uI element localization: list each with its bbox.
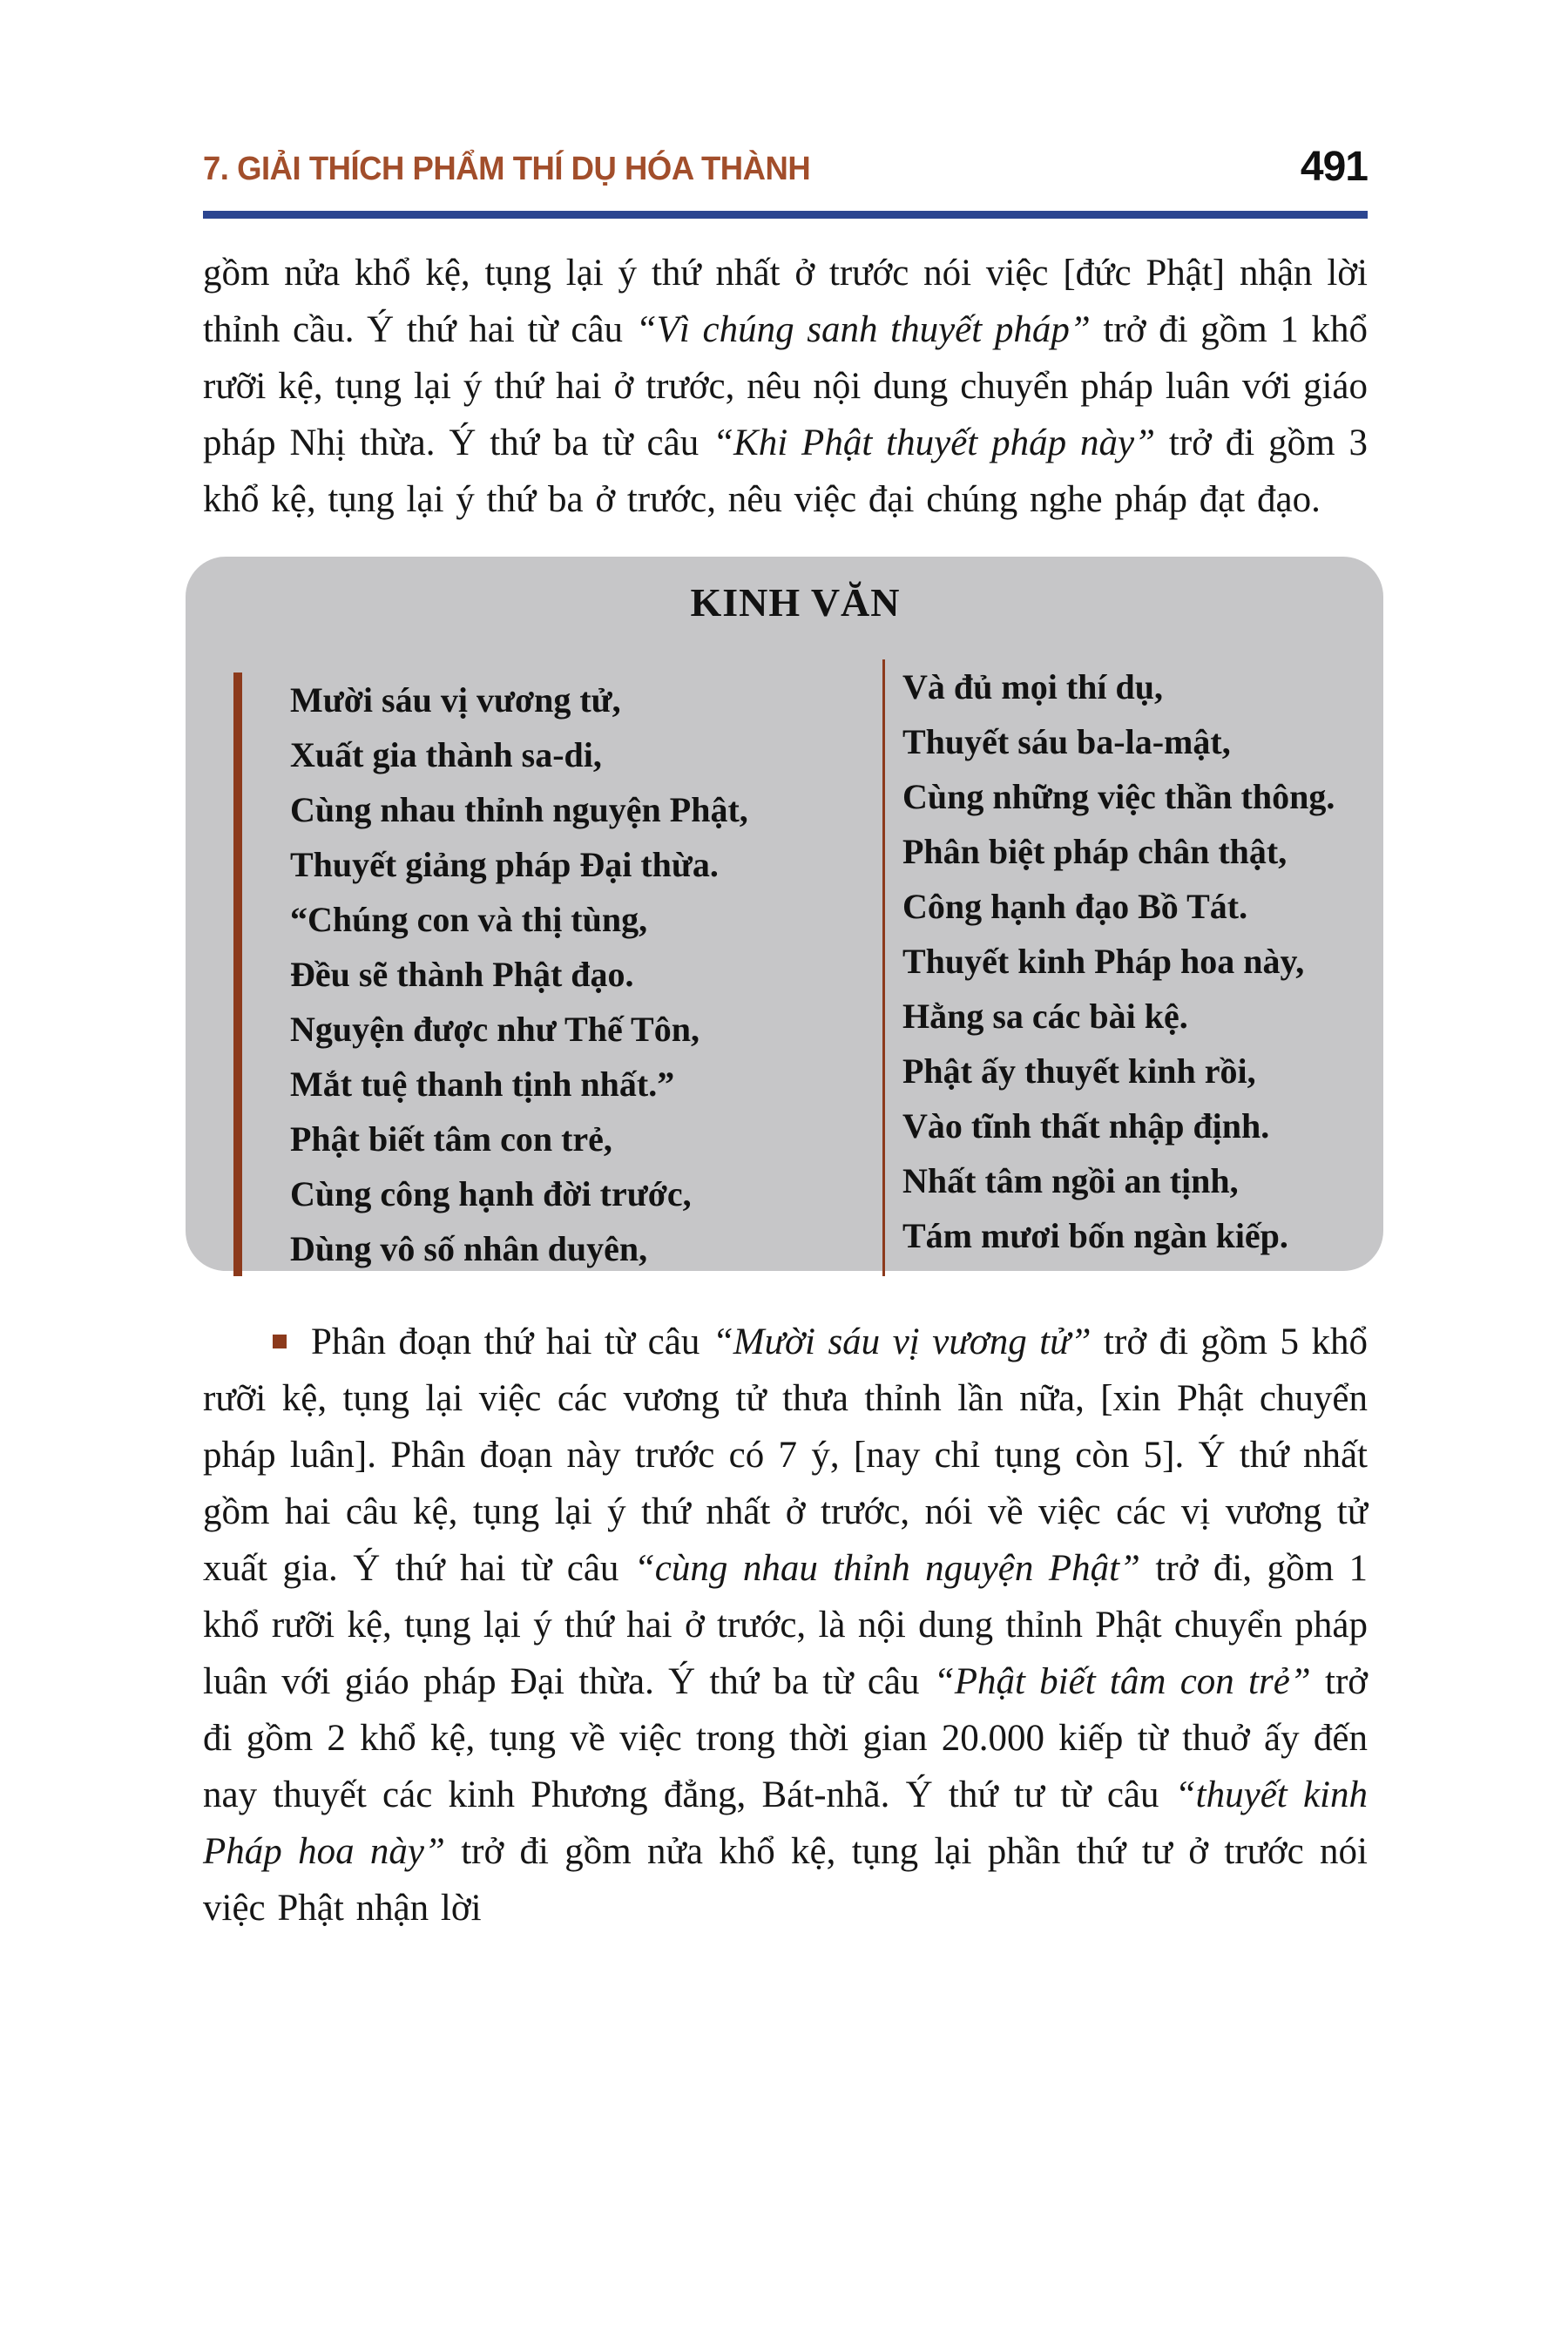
verse-line: Xuất gia thành sa-di, — [290, 735, 602, 774]
text-segment: trở đi gồm 5 khổ rưỡi kệ, tụng lại việc các vương tử thưa thỉnh lần nữa, [xin Phật chuyển pháp luân]. Phân đoạn này trước có 7 ý, [nay chỉ tụng còn 5]. Ý thứ nhất gồm hai câu kệ, tụng lại ý thứ nhất ở trước, nói về việc các vị vương tử xuất gia. Ý thứ hai từ câu — [203, 1321, 1368, 1589]
text-segment: Phân đoạn thứ hai từ câu — [311, 1321, 713, 1362]
running-header — [203, 146, 1368, 188]
kinh-van-title: KINH VĂN — [690, 580, 901, 625]
verse-line: Thuyết giảng pháp Đại thừa. — [290, 845, 719, 884]
text-segment-italic: “Phật biết tâm con trẻ” — [933, 1661, 1311, 1702]
text-segment: trở đi gồm 2 khổ kệ, tụng về việc trong thời gian 20.000 kiếp từ thuở ấy đến nay thuyết các kinh Phương đẳng, Bát-nhã. Ý thứ tư từ câu — [203, 1661, 1369, 1815]
chapter-header-title: 7. GIẢI THÍCH PHẨM THÍ DỤ HÓA THÀNH — [203, 151, 811, 187]
text-segment-italic: “Khi Phật thuyết pháp này” — [713, 422, 1156, 463]
verse-line: Phân biệt pháp chân thật, — [902, 832, 1288, 871]
paragraph-2 — [203, 1314, 1368, 1936]
text-segment: trở đi gồm nửa khổ kệ, tụng lại phần thứ tư ở trước nói việc Phật nhận lời — [203, 1831, 1368, 1929]
verse-line: Cùng những việc thần thông. — [902, 777, 1335, 816]
header-rule-divider — [203, 211, 1368, 219]
verse-line: Hằng sa các bài kệ. — [902, 997, 1188, 1036]
verse-line: Đều sẽ thành Phật đạo. — [290, 955, 634, 994]
text-segment-italic: “Mười sáu vị vương tử” — [712, 1321, 1092, 1362]
text-segment: gồm nửa khổ kệ, tụng lại ý thứ nhất ở trước nói việc [đức Phật] nhận lời thỉnh cầu. Ý thứ hai từ câu — [203, 253, 1368, 350]
bullet-square-icon — [273, 1335, 287, 1348]
text-segment-italic: “cùng nhau thỉnh nguyện Phật” — [633, 1548, 1140, 1589]
page-content — [203, 146, 1368, 1936]
verse-columns — [233, 659, 1357, 1276]
verse-line: Thuyết sáu ba-la-mật, — [902, 722, 1231, 761]
verse-line: Và đủ mọi thí dụ, — [902, 667, 1163, 706]
text-segment-italic: “Vì chúng sanh thuyết pháp” — [635, 309, 1091, 350]
verse-line: Thuyết kinh Pháp hoa này, — [902, 942, 1305, 981]
text-segment: trở đi gồm 3 khổ kệ, tụng lại ý thứ ba ở trước, nêu việc đại chúng nghe pháp đạt đạo. — [203, 422, 1368, 520]
verse-left-column — [233, 672, 882, 1276]
verse-line: “Chúng con và thị tùng, — [290, 900, 648, 939]
verse-line: Nhất tâm ngồi an tịnh, — [902, 1161, 1239, 1200]
text-segment-italic: “thuyết kinh Pháp hoa này” — [203, 1774, 1368, 1872]
paragraph-1 — [203, 245, 1368, 528]
verse-line: Dùng vô số nhân duyên, — [290, 1229, 648, 1268]
verse-line: Mắt tuệ thanh tịnh nhất.” — [290, 1064, 675, 1104]
verse-line: Tám mươi bốn ngàn kiếp. — [902, 1216, 1288, 1255]
verse-line: Mười sáu vị vương tử, — [290, 680, 621, 720]
verse-line: Phật biết tâm con trẻ, — [290, 1119, 612, 1159]
verse-line: Cùng nhau thỉnh nguyện Phật, — [290, 790, 748, 829]
verse-line: Phật ấy thuyết kinh rồi, — [902, 1051, 1256, 1091]
verse-line: Công hạnh đạo Bồ Tát. — [902, 887, 1248, 926]
text-segment: trở đi gồm 1 khổ rưỡi kệ, tụng lại ý thứ hai ở trước, nêu nội dung chuyển pháp luân với giáo pháp Nhị thừa. Ý thứ ba từ câu — [203, 309, 1369, 463]
verse-line: Nguyện được như Thế Tôn, — [290, 1010, 700, 1049]
verse-line: Cùng công hạnh đời trước, — [290, 1174, 692, 1213]
page-number: 491 — [1300, 144, 1368, 190]
verse-line: Vào tĩnh thất nhập định. — [902, 1106, 1270, 1146]
kinh-van-box — [186, 557, 1383, 1271]
verse-right-column — [882, 659, 1357, 1276]
text-segment: trở đi, gồm 1 khổ rưỡi kệ, tụng lại ý thứ hai ở trước, là nội dung thỉnh Phật chuyển pháp luân với giáo pháp Đại thừa. Ý thứ ba từ câu — [203, 1548, 1368, 1702]
